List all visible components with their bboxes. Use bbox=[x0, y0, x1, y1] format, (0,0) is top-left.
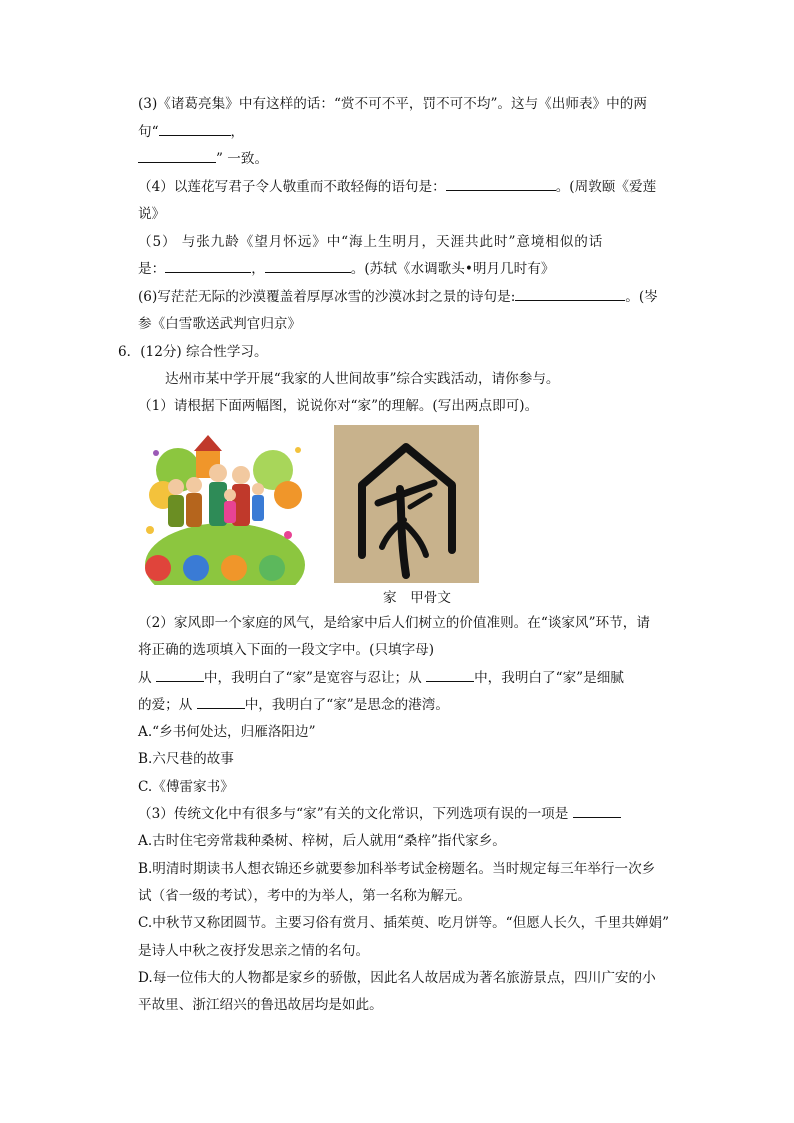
choice-c-line2: 是诗人中秋之夜抒发思亲之情的名句。 bbox=[138, 943, 370, 959]
sub1-prompt: （1）请根据下面两幅图，说说你对“家”的理解。(写出两点即可)。 bbox=[138, 398, 539, 414]
q3-line3 bbox=[138, 150, 268, 168]
q3-text: ” 一致。 bbox=[216, 151, 269, 167]
fill-line2 bbox=[138, 696, 449, 714]
answer-blank[interactable] bbox=[197, 696, 245, 709]
answer-blank[interactable] bbox=[426, 669, 474, 682]
answer-blank[interactable] bbox=[573, 805, 621, 818]
sub2-line1: （2）家风即一个家庭的风气，是给家中后人们树立的价值准则。在“谈家风”环节，请 bbox=[138, 615, 650, 631]
choice-b-line1: B.明清时期读书人想衣锦还乡就要参加科举考试金榜题名。当时规定每三年举行一次乡 bbox=[138, 861, 656, 877]
sub2-line2: 将正确的选项填入下面的一段文字中。(只填字母) bbox=[138, 642, 435, 658]
q4-line1 bbox=[138, 178, 656, 196]
choice-a: A.古时住宅旁常栽种桑树、梓树，后人就用“桑梓”指代家乡。 bbox=[138, 833, 506, 849]
q6-text: 。(岑 bbox=[625, 289, 658, 305]
fill-text: 中，我明白了“家”是思念的港湾。 bbox=[244, 697, 449, 713]
q6-text: (6)写茫茫无际的沙漠覆盖着厚厚冰雪的沙漠冰封之景的诗句是: bbox=[138, 289, 516, 305]
option-a: A.“乡书何处达，归雁洛阳边” bbox=[138, 724, 316, 740]
q3-text: 句“ bbox=[138, 124, 159, 140]
answer-blank[interactable] bbox=[515, 288, 625, 301]
q4-text: 。(周敦颐《爱莲 bbox=[555, 179, 657, 195]
choice-d-line2: 平故里、浙江绍兴的鲁迅故居均是如此。 bbox=[138, 997, 383, 1013]
q3-text: ， bbox=[230, 124, 245, 140]
fill-text: 中，我明白了“家”是细腻 bbox=[474, 670, 624, 686]
q5-text: ， bbox=[251, 261, 265, 277]
q5-line1: （5） 与张九龄《望月怀远》中“海上生明月，天涯共此时”意境相似的话 bbox=[138, 234, 604, 250]
fill-text: 的爱；从 bbox=[138, 697, 193, 713]
choice-b-line2: 试（省一级的考试），考中的为举人，第一名称为解元。 bbox=[138, 888, 472, 904]
answer-blank[interactable] bbox=[159, 123, 231, 136]
section-intro: 达州市某中学开展“我家的人世间故事”综合实践活动，请你参与。 bbox=[165, 371, 560, 387]
fill-line1 bbox=[138, 669, 624, 687]
q4-line2: 说》 bbox=[138, 206, 166, 222]
answer-blank[interactable] bbox=[265, 260, 351, 273]
q6-line2: 参《白雪歌送武判官归京》 bbox=[138, 316, 302, 332]
answer-blank[interactable] bbox=[446, 178, 556, 191]
sub3-prompt bbox=[138, 805, 621, 823]
sub3-text: （3）传统文化中有很多与“家”有关的文化常识，下列选项有误的一项是 bbox=[138, 806, 569, 822]
q6-line1 bbox=[138, 288, 658, 306]
choice-d-line1: D.每一位伟大的人物都是家乡的骄傲，因此名人故居成为著名旅游景点，四川广安的小 bbox=[138, 970, 656, 986]
answer-blank[interactable] bbox=[138, 150, 216, 163]
q4-text: （4）以莲花写君子令人敬重而不敢轻侮的语句是： bbox=[138, 179, 446, 195]
q5-text: 。(苏轼《水调歌头•明月几时有》 bbox=[350, 261, 555, 277]
answer-blank[interactable] bbox=[156, 669, 204, 682]
q5-line2 bbox=[138, 260, 554, 278]
answer-blank[interactable] bbox=[165, 260, 251, 273]
family-illustration bbox=[138, 425, 312, 585]
option-c: C.《傅雷家书》 bbox=[138, 779, 234, 795]
image-caption: 家 甲骨文 bbox=[383, 590, 451, 606]
q3-line1: (3)《诸葛亮集》中有这样的话：“赏不可不平，罚不可不均”。这与《出师表》中的两 bbox=[138, 96, 647, 112]
q3-line2 bbox=[138, 123, 244, 141]
fill-text: 中，我明白了“家”是宽容与忍让；从 bbox=[203, 670, 422, 686]
option-b: B.六尺巷的故事 bbox=[138, 751, 234, 767]
section-heading: 6．(12分) 综合性学习。 bbox=[118, 344, 268, 360]
oracle-bone-character bbox=[334, 425, 479, 583]
fill-text: 从 bbox=[138, 670, 152, 686]
choice-c-line1: C.中秋节又称团圆节。主要习俗有赏月、插茱萸、吃月饼等。“但愿人长久，千里共婵娟” bbox=[138, 915, 670, 931]
q5-text: 是： bbox=[138, 261, 166, 277]
